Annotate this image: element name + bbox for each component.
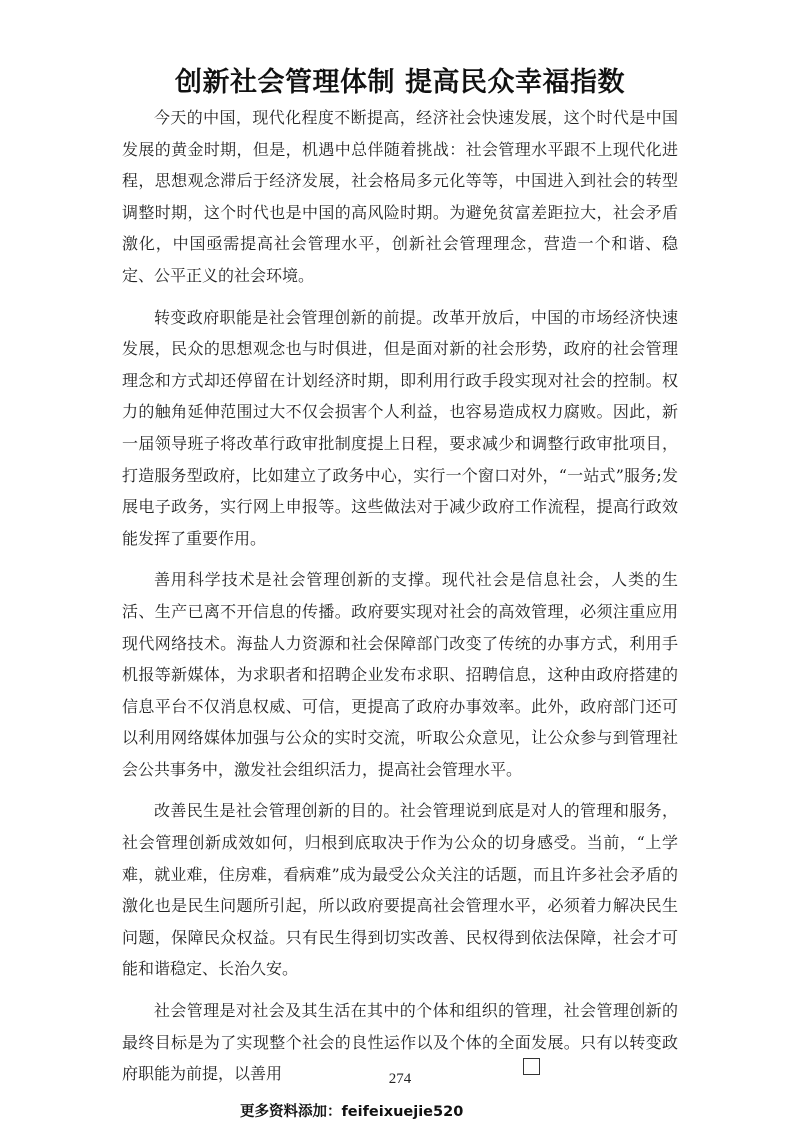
paragraph: 社会管理是对社会及其生活在其中的个体和组织的管理，社会管理创新的最终目标是为了实现整个社会的良性运作以及个体的全面发展。只有以转变政府职能为前提，以善用 [122,1001,678,1084]
paragraph: 改善民生是社会管理创新的目的。社会管理说到底是对人的管理和服务，社会管理创新成效如何，归根到底取决于作为公众的切身感受。当前，“上学难，就业难，住房难，看病难”成为最受公众关注的话题，而且许多社会矛盾的激化也是民生问题所引起，所以政府要提高社会管理水平，必须着力解决民生问题，保障民众权益。只有民生得到切实改善、民权得到依法保障，社会才可能和谐稳定、长治久安。 [122,801,678,979]
paragraph: 善用科学技术是社会管理创新的支撑。现代社会是信息社会，人类的生活、生产已离不开信息的传播。政府要实现对社会的高效管理，必须注重应用现代网络技术。海盐人力资源和社会保障部门改变了传统的办事方式，利用手机报等新媒体，为求职者和招聘企业发布求职、招聘信息，这种由政府搭建的信息平台不仅消息权威、可信，更提高了政府办事效率。此外，政府部门还可以利用网络媒体加强与公众的实时交流，听取公众意见，让公众参与到管理社会公共事务中，激发社会组织活力，提高社会管理水平。 [122,570,678,779]
footer-note: 更多资料添加：feifeixuejie520 [240,1104,464,1120]
article-body [122,102,678,1100]
page-number: 274 [388,1071,412,1087]
page-title: 创新社会管理体制 提高民众幸福指数 [175,67,625,98]
paragraph: 今天的中国，现代化程度不断提高，经济社会快速发展，这个时代是中国发展的黄金时期，但是，机遇中总伴随着挑战：社会管理水平跟不上现代化进程，思想观念滞后于经济发展，社会格局多元化等等，中国进入到社会的转型调整时期，这个时代也是中国的高风险时期。为避免贫富差距拉大，社会矛盾激化，中国亟需提高社会管理水平，创新社会管理理念，营造一个和谐、稳定、公平正义的社会环境。 [122,108,678,285]
paragraph: 转变政府职能是社会管理创新的前提。改革开放后，中国的市场经济快速发展，民众的思想观念也与时俱进，但是面对新的社会形势，政府的社会管理理念和方式却还停留在计划经济时期，即利用行政手段实现对社会的控制。权力的触角延伸范围过大不仅会损害个人利益，也容易造成权力腐败。因此，新一届领导班子将改革行政审批制度提上日程，要求减少和调整行政审批项目，打造服务型政府，比如建立了政务中心，实行一个窗口对外，“一站式”服务;发展电子政务，实行网上申报等。这些做法对于减少政府工作流程，提高行政效能发挥了重要作用。 [122,307,678,548]
